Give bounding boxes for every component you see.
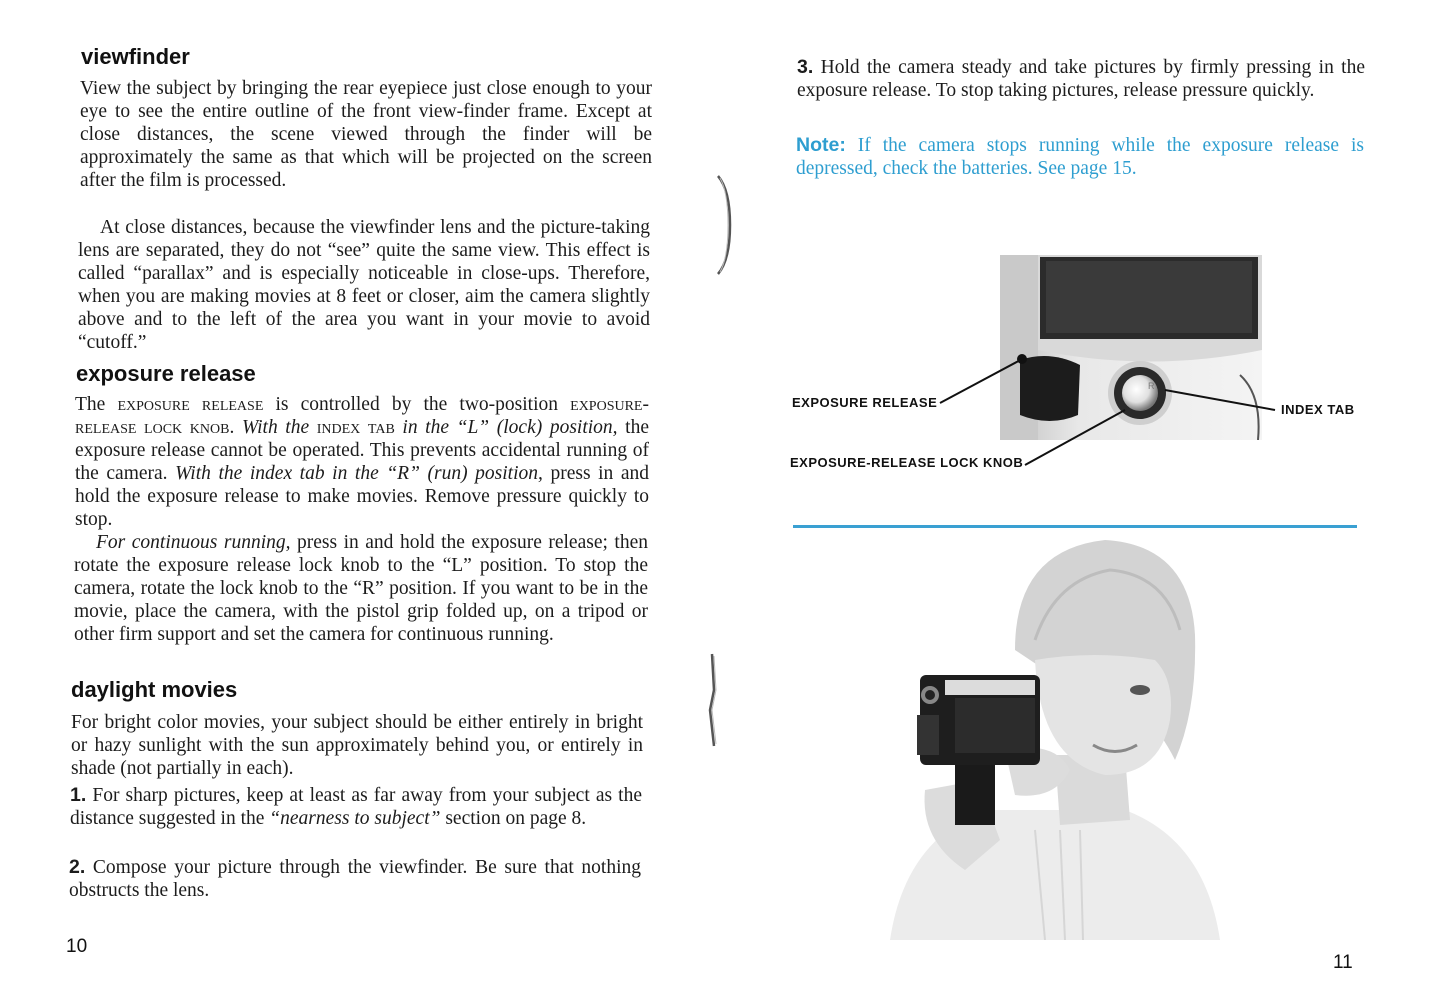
woman-with-camera-photo [885, 540, 1225, 940]
text-run: the exposure release cannot be operated. This prevents accidental running of the camera. [75, 417, 649, 484]
daylight-step-1 [70, 784, 642, 830]
step-3 [797, 56, 1365, 102]
viewfinder-paragraph-1: View the subject by bringing the rear eyepiece just close enough to your eye to see the entire outline of the front view-finder frame. Except at close distances, the scene viewed through the finder will be approximately the same as that which will be projected on the screen after the film is processed. [80, 78, 652, 191]
page-number-left: 10 [66, 936, 88, 957]
italic-run: “nearness to subject” [269, 808, 441, 829]
left-page [0, 0, 720, 999]
text-run: Compose your picture through the viewfinder. Be sure that nothing obstructs the lens. [69, 857, 641, 901]
step-number: 1. [70, 784, 87, 806]
page-number-right: 11 [1333, 952, 1353, 973]
step-number: 2. [69, 856, 86, 878]
viewfinder-paragraph-2: At close distances, because the viewfinder lens and the picture-taking lens are separated, they do not “see” quite the same view. This effect is called “parallax” and is especially noticeable in close-ups. Therefore, when you are making movies at 8 feet or closer, aim the camera slightly above and to the left of the area you want in your movie to avoid “cutoff.” [78, 217, 650, 353]
term-exposure-release: exposure release [117, 394, 264, 415]
term-lock-knob: exposure-release lock knob. [75, 394, 649, 438]
callout-exposure-release: EXPOSURE RELEASE [792, 395, 938, 410]
daylight-step-2 [69, 856, 641, 902]
italic-run: in the “L” (lock) position, [394, 417, 618, 438]
exposure-release-paragraph-1 [75, 393, 649, 531]
text-run: The [75, 394, 118, 415]
note-label: Note: [796, 134, 846, 156]
svg-text:R: R [1148, 381, 1155, 391]
divider-rule [793, 525, 1357, 528]
callout-index-tab: INDEX TAB [1281, 402, 1355, 417]
exposure-release-paragraph-2 [74, 531, 648, 646]
term-index-tab: index tab [316, 417, 395, 438]
italic-run: For continuous running, [96, 532, 291, 553]
text-run: press in and hold the exposure release; then rotate the exposure release lock knob to the “L” position. To stop the camera, rotate the lock knob to the “R” position. If you want to be in the movie, place the camera, with the pistol grip folded up, on a tripod or other firm support and set the camera for continuous running. [74, 532, 648, 645]
italic-run: With the [234, 417, 317, 438]
note-batteries [796, 134, 1364, 180]
text-run: Hold the camera steady and take pictures by firmly pressing in the exposure release. To stop taking pictures, release pressure quickly. [797, 57, 1365, 101]
daylight-movies-paragraph: For bright color movies, your subject should be either entirely in bright or hazy sunlight with the sun approximately behind you, or entirely in shade (not partially in each). [71, 712, 643, 779]
heading-viewfinder: viewfinder [81, 44, 190, 69]
step-number: 3. [797, 56, 814, 78]
callout-lock-knob: EXPOSURE-RELEASE LOCK KNOB [790, 455, 1024, 470]
text-run: is controlled by the two-position [263, 394, 571, 415]
heading-exposure-release: exposure release [76, 361, 256, 386]
text-run: section on page 8. [440, 808, 587, 829]
text-run: For sharp pictures, keep at least as far away from your subject as the distance suggested in the [70, 785, 642, 829]
heading-daylight-movies: daylight movies [71, 677, 238, 702]
italic-run: With the index tab in the “R” (run) position, [175, 463, 543, 484]
note-text: If the camera stops running while the exposure release is depressed, check the batteries. See page 15. [796, 135, 1364, 179]
text-run: press in and hold the exposure release to make movies. Remove pressure quickly to stop. [75, 463, 650, 530]
